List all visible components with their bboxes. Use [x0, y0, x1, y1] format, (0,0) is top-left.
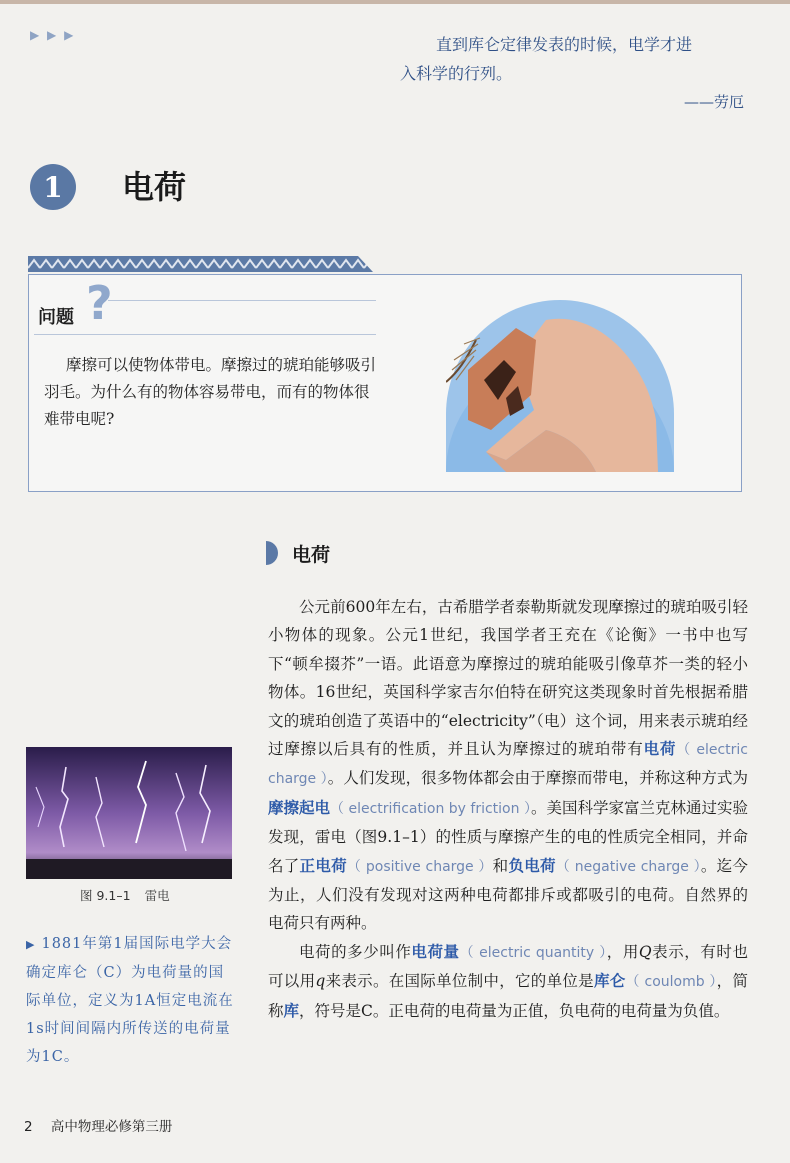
question-label: 问题 [38, 307, 74, 328]
epigraph-quote [400, 30, 750, 117]
text-run: 。迄今为止，人们没有发现对这两种电荷都排斥或都吸引的电荷。自然界的电荷只有两种。 [268, 856, 748, 933]
book-title: 高中物理必修第三册 [50, 1119, 173, 1135]
zigzag-band-decoration [28, 256, 373, 272]
text-run: 。美国科学家富兰克林通过实验发现，雷电（图9.1–1）的性质与摩擦产生的电的性质完全相同，并命名了 [268, 798, 748, 875]
side-note [26, 930, 236, 1071]
triangle-arrows-icon: ▶ ▶ ▶ [30, 28, 76, 42]
term-english: （ negative charge ） [555, 858, 701, 875]
amber-feather-photo [446, 300, 674, 472]
body-text [268, 593, 748, 1025]
text-run: ，用 [606, 942, 639, 961]
heading-marker-icon [266, 541, 278, 565]
text-run: ，符号是C。正电荷的电荷量为正值，负电荷的电荷量为负值。 [299, 1001, 730, 1020]
paragraph-2 [268, 938, 748, 1025]
paragraph-1 [268, 593, 748, 938]
side-note-text: 1881年第1届国际电学大会确定库仑（C）为电荷量的国际单位，定义为1A恒定电流在1s时间间隔内所传送的电荷量为1C。 [26, 936, 234, 1065]
text-run: 来表示。在国际单位制中，它的单位是 [325, 972, 594, 991]
text-run: ，简称 [268, 972, 748, 1020]
figure-caption [80, 886, 170, 904]
lightning-photo [26, 747, 232, 879]
figure-number: 图 9.1–1 [80, 888, 131, 903]
text-run: 和 [492, 856, 509, 875]
question-text: 摩擦可以使物体带电。摩擦过的琥珀能够吸引羽毛。为什么有的物体容易带电，而有的物体很难带电呢? [44, 356, 377, 428]
symbol-q: q [315, 972, 326, 991]
quote-line-1: 直到库仑定律发表的时候，电学才进 [436, 35, 693, 54]
page-number: 2 [24, 1119, 33, 1135]
term-ku: 库 [283, 1001, 300, 1020]
top-edge-band [0, 0, 790, 4]
page-footer [24, 1115, 172, 1135]
subsection-title: 电荷 [292, 543, 331, 566]
symbol-Q: Q [638, 942, 652, 961]
text-run: 电荷的多少叫作 [299, 942, 412, 961]
quote-author: ——劳厄 [683, 93, 744, 111]
question-rule-bottom [34, 334, 376, 335]
term-english: （ electric quantity ） [459, 944, 607, 961]
term-english: （ positive charge ） [346, 858, 493, 875]
term-english: （ electric charge ） [268, 742, 748, 788]
term-negative-charge: 负电荷 [508, 856, 556, 875]
figure-title: 雷电 [144, 888, 170, 903]
quote-line-2: 入科学的行列。 [400, 64, 513, 83]
text-run: 。人们发现，很多物体都会由于摩擦而带电，并称这种方式为 [327, 769, 748, 788]
term-coulomb: 库仑 [593, 972, 626, 991]
question-rule-top [108, 300, 376, 301]
text-run: 表示，有时也可以用 [268, 942, 748, 991]
text-run: 公元前600年左右，古希腊学者泰勒斯就发现摩擦过的琥珀吸引轻小物体的现象。公元1世纪，我国学者王充在《论衡》一书中也写下“顿牟掇芥”一语。此语意为摩擦过的琥珀能吸引像草芥一类的轻小物体。16世纪，英国科学家吉尔伯特在研究这类现象时首先根据希腊文的琥珀创造了英语中的“electricity”（电）这个词，用来表示琥珀经过摩擦以后具有的性质，并且认为摩擦过的琥珀带有 [268, 598, 748, 759]
triangle-right-icon: ▶ [26, 938, 36, 951]
term-electric-quantity: 电荷量 [411, 942, 460, 961]
subsection-heading [266, 538, 330, 568]
section-number-badge: 1 [30, 164, 76, 210]
term-electric-charge: 电荷 [643, 740, 677, 759]
section-title: 电荷 [122, 168, 187, 206]
term-friction-electrification: 摩擦起电 [268, 798, 331, 817]
term-english: （ coulomb ） [625, 974, 717, 991]
term-english: （ electrification by friction ） [330, 800, 531, 817]
question-mark-icon: ? [86, 276, 113, 330]
term-positive-charge: 正电荷 [299, 856, 347, 875]
